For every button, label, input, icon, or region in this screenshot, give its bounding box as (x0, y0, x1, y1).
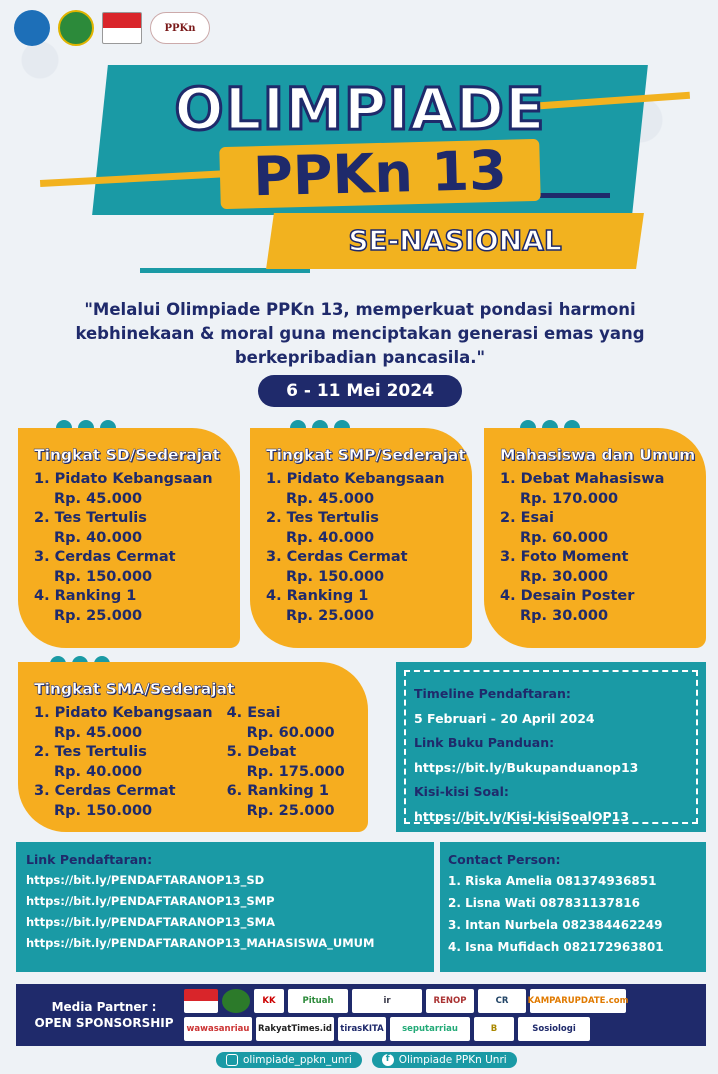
card-sma (18, 662, 368, 832)
tut-wuri-logo (58, 10, 94, 46)
list-item: 2. Tes Tertulis (34, 744, 147, 760)
list-item: 1. Pidato Kebangsaan (34, 705, 213, 721)
card-title: Tingkat SMA/Sederajat (34, 680, 235, 698)
registration-link-sma[interactable]: https://bit.ly/PENDAFTARANOP13_SMA (26, 915, 275, 929)
card-title: Tingkat SMP/Sederajat (266, 446, 466, 464)
list-item: 4. Ranking 1 (266, 588, 369, 604)
price: Rp. 60.000 (520, 529, 609, 546)
contact-persons (440, 842, 706, 972)
links-heading: Link Pendaftaran: (26, 852, 153, 867)
list-item: 3. Cerdas Cermat (34, 549, 176, 565)
price: Rp. 25.000 (286, 607, 375, 624)
partner-logo: RENOP (426, 989, 474, 1013)
card-smp (250, 428, 472, 648)
list-item: 2. Tes Tertulis (266, 510, 379, 526)
title-line3: SE-NASIONAL (348, 224, 562, 257)
price: Rp. 175.000 (246, 763, 345, 780)
list-item: 3. Foto Moment (500, 549, 629, 565)
list-item: 1. Pidato Kebangsaan (266, 471, 445, 487)
list-item: 3. Cerdas Cermat (266, 549, 408, 565)
price: Rp. 25.000 (246, 802, 335, 819)
facebook-link[interactable] (372, 1052, 517, 1068)
partner-logo: Sosiologi (518, 1017, 590, 1041)
instagram-link[interactable] (216, 1052, 362, 1068)
grid-label: Kisi-kisi Soal: (414, 784, 509, 799)
title-block (0, 55, 718, 285)
registration-link-sd[interactable]: https://bit.ly/PENDAFTARANOP13_SD (26, 873, 265, 887)
partner-logo (184, 989, 218, 1013)
price: Rp. 45.000 (54, 490, 143, 507)
social-links (216, 1052, 517, 1068)
registration-links (16, 842, 434, 972)
price: Rp. 40.000 (54, 763, 143, 780)
media-partner-label: Media Partner : (51, 1000, 157, 1014)
list-item: 1. Pidato Kebangsaan (34, 471, 213, 487)
sma-col-left (34, 704, 213, 821)
partner-logo: seputarriau (390, 1017, 470, 1041)
price: Rp. 30.000 (520, 607, 609, 624)
timeline-value: 5 Februari - 20 April 2024 (414, 710, 595, 726)
card-title: Mahasiswa dan Umum (500, 446, 696, 464)
card-title: Tingkat SD/Sederajat (34, 446, 220, 464)
card-mahasiswa (484, 428, 706, 648)
price: Rp. 30.000 (520, 568, 609, 585)
partner-logo: Pituah (288, 989, 348, 1013)
sma-col-right (227, 704, 345, 821)
list-item: 6. Ranking 1 (226, 783, 329, 799)
list-item: 5. Debat (226, 744, 297, 760)
price: Rp. 150.000 (54, 802, 153, 819)
header-logos (14, 10, 210, 46)
contact-item: 4. Isna Mufidach 082172963801 (448, 940, 664, 954)
partner-logo: ir (352, 989, 422, 1013)
tagline-quote: "Melalui Olimpiade PPKn 13, memperkuat pondasi harmoni kebhinekaan & moral guna menciptakan generasi emas yang berkepribadian pancasila." (75, 300, 645, 367)
price: Rp. 45.000 (54, 724, 143, 741)
title-line1: OLIMPIADE (174, 75, 546, 143)
price: Rp. 45.000 (286, 490, 375, 507)
kemendikbud-logo (14, 10, 50, 46)
partner-logos (184, 989, 694, 1041)
registration-link-umum[interactable]: https://bit.ly/PENDAFTARANOP13_MAHASISWA_UMUM (26, 936, 375, 950)
facebook-icon: f (382, 1054, 394, 1066)
partner-logo: tirasKITA (338, 1017, 386, 1041)
timeline-label: Timeline Pendaftaran: (414, 686, 571, 701)
instagram-icon (226, 1054, 238, 1066)
price: Rp. 40.000 (286, 529, 375, 546)
list-item: 4. Desain Poster (500, 588, 635, 604)
contact-item: 1. Riska Amelia 081374936851 (448, 874, 657, 888)
partner-logo: wawasanriau (184, 1017, 252, 1041)
guide-link[interactable]: https://bit.ly/Bukupanduanop13 (414, 759, 639, 775)
price: Rp. 150.000 (286, 568, 385, 585)
event-date: 6 - 11 Mei 2024 (258, 375, 462, 407)
guide-label: Link Buku Panduan: (414, 735, 555, 750)
grid-link[interactable]: https://bit.ly/Kisi-kisiSoalOP13 (414, 808, 630, 824)
facebook-handle: Olimpiade PPKn Unri (398, 1054, 507, 1066)
list-item: 2. Esai (500, 510, 554, 526)
title-line2: PPKn 13 (219, 139, 541, 209)
partner-logo: RakyatTimes.id (256, 1017, 334, 1041)
timeline-box (396, 662, 706, 832)
price: Rp. 170.000 (520, 490, 619, 507)
list-item: 4. Ranking 1 (34, 588, 137, 604)
list-item: 1. Debat Mahasiswa (500, 471, 665, 487)
olimppkn-logo: PPKn (150, 12, 210, 44)
partner-logo: KAMPARUPDATE.com (530, 989, 626, 1013)
partner-logo: CR (478, 989, 526, 1013)
partner-logo: B (474, 1017, 514, 1041)
list-item: 3. Cerdas Cermat (34, 783, 176, 799)
list-item: 2. Tes Tertulis (34, 510, 147, 526)
media-partner-bar (16, 984, 706, 1046)
garuda-logo (102, 12, 142, 44)
contact-item: 2. Lisna Wati 087831137816 (448, 896, 640, 910)
partner-logo (222, 989, 250, 1013)
contact-heading: Contact Person: (448, 852, 561, 867)
instagram-handle: olimpiade_ppkn_unri (243, 1054, 352, 1066)
price: Rp. 40.000 (54, 529, 143, 546)
card-sd (18, 428, 240, 648)
contact-item: 3. Intan Nurbela 082384462249 (448, 918, 663, 932)
registration-link-smp[interactable]: https://bit.ly/PENDAFTARANOP13_SMP (26, 894, 275, 908)
partner-logo: KK (254, 989, 284, 1013)
list-item: 4. Esai (226, 705, 281, 721)
price: Rp. 25.000 (54, 607, 143, 624)
price: Rp. 150.000 (54, 568, 153, 585)
price: Rp. 60.000 (246, 724, 335, 741)
sponsorship-label: OPEN SPONSORSHIP (34, 1016, 174, 1030)
